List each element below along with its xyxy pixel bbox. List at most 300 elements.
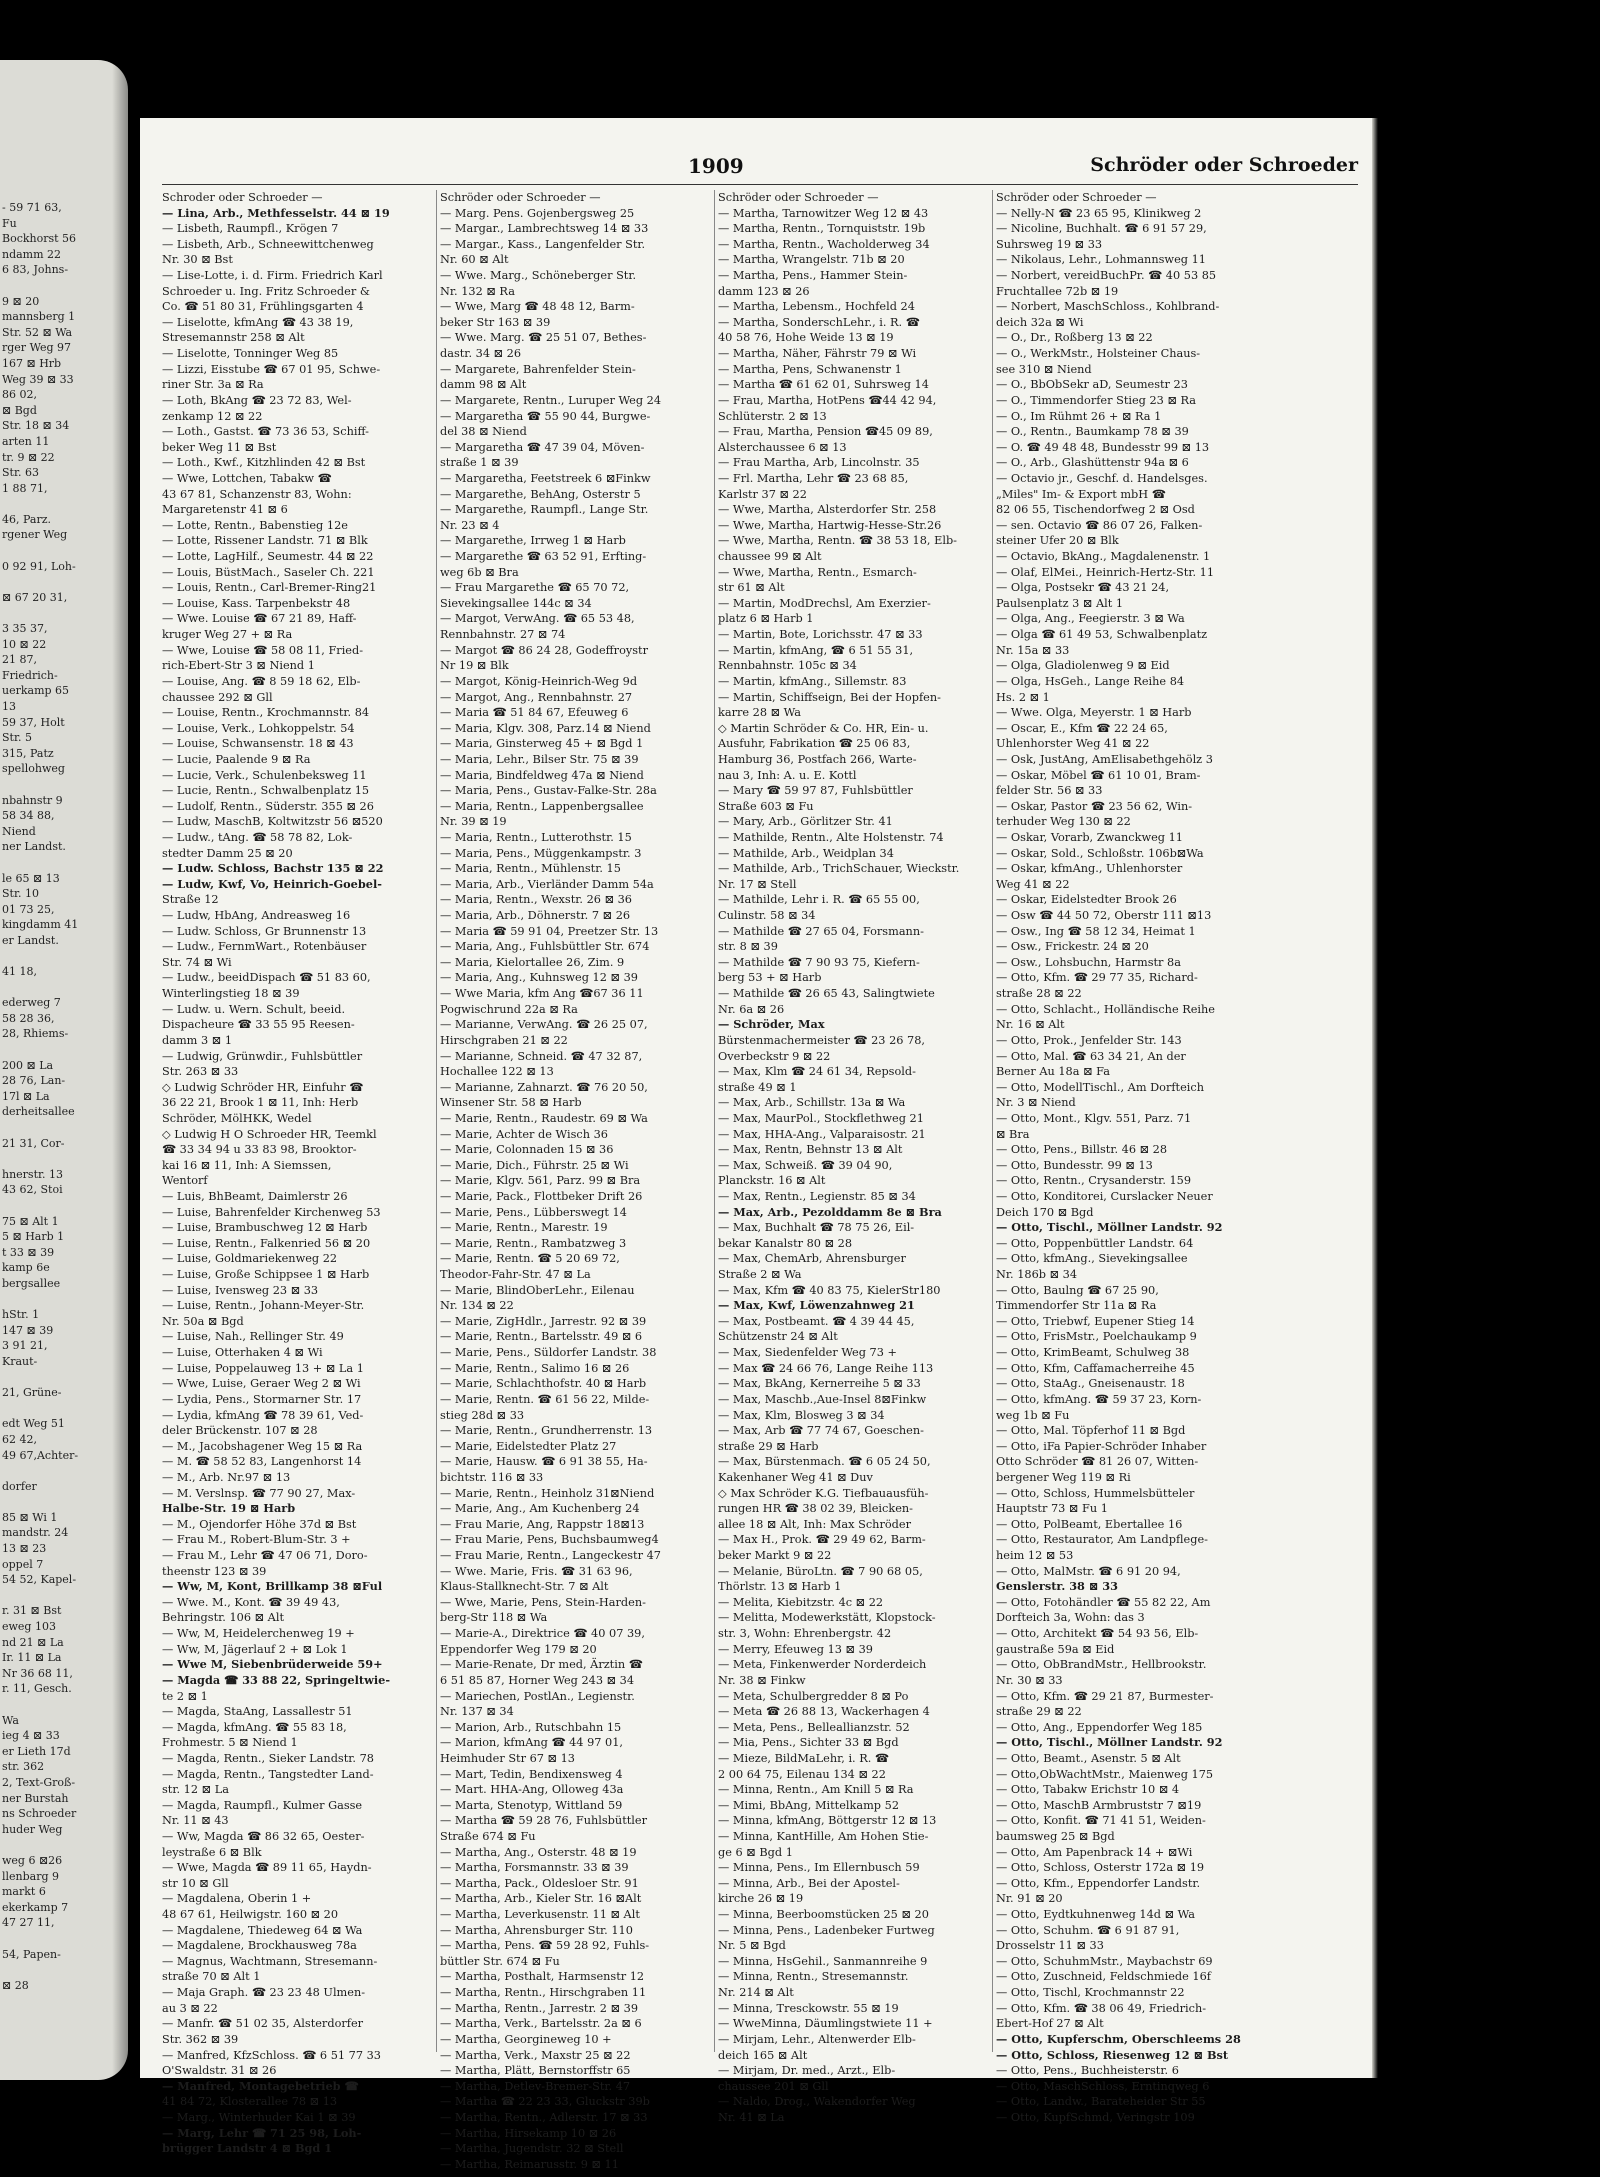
directory-entry: berg-Str 118 ⊠ Wa [440, 1611, 548, 1625]
directory-entry: Suhrsweg 19 ⊠ 33 [996, 237, 1103, 251]
directory-entry: 41 84 72, Klosterallee 78 ⊠ 13 [162, 2095, 338, 2109]
directory-entry: Genslerstr. 38 ⊠ 33 [996, 1579, 1118, 1594]
directory-entry: — Martha, Tarnowitzer Weg 12 ⊠ 43 [718, 206, 929, 220]
directory-entry: — Wwe, Martha, Rentn. ☎ 38 53 18, Elb- [718, 534, 957, 548]
directory-entry: 6 51 85 87, Horner Weg 243 ⊠ 34 [440, 1673, 635, 1687]
directory-entry: Nr. 214 ⊠ Alt [718, 1986, 794, 2000]
left-page-line [2, 777, 128, 793]
directory-entry: — Mathilde ☎ 27 65 04, Forsmann- [718, 924, 924, 938]
left-page-line: ieg 4 ⊠ 33 [2, 1729, 60, 1743]
directory-entry: Klaus-Stallknecht-Str. 7 ⊠ Alt [440, 1580, 609, 1594]
left-page-line: 28, Rhiems- [2, 1027, 69, 1041]
directory-entry: — Max, Kfm ☎ 40 83 75, KielerStr180 [718, 1283, 941, 1297]
directory-entry: — Wwe. M., Kont. ☎ 39 49 43, [162, 1595, 340, 1609]
directory-entry: — Wwe. Louise ☎ 67 21 89, Haff- [162, 612, 357, 626]
left-page-line: bergsallee [2, 1276, 61, 1290]
directory-entry: — Marie, Schlachthofstr. 40 ⊠ Harb [440, 1377, 647, 1391]
directory-entry: — Wwe, Martha, Rentn., Esmarch- [718, 565, 917, 579]
left-page-text [0, 60, 128, 1993]
directory-entry: — Max, ChemArb, Ahrensburger [718, 1252, 906, 1266]
directory-entry: — Otto, Konfit. ☎ 71 41 51, Weiden- [996, 1814, 1206, 1828]
left-page-line: Friedrich- [2, 668, 58, 682]
left-page-line: eweg 103 [2, 1620, 56, 1634]
left-page-line [2, 1401, 128, 1417]
directory-entry: — Maria, Rentn., Lappenbergsallee [440, 799, 644, 813]
left-page-line: Str. 63 [2, 466, 39, 480]
directory-entry: — Maria, Arb., Vierländer Damm 54a [440, 877, 654, 891]
directory-entry: — O., Timmendorfer Stieg 23 ⊠ Ra [996, 393, 1197, 407]
directory-entry: — Otto, Tischl., Möllner Landstr. 92 [996, 1735, 1223, 1750]
directory-entry: 43 67 81, Schanzenstr 83, Wohn: [162, 487, 352, 501]
directory-entry: straße 70 ⊠ Alt 1 [162, 1970, 261, 1984]
page-header [140, 154, 1372, 182]
directory-entry: — Otto, Kfm. ☎ 29 21 87, Burmester- [996, 1689, 1214, 1703]
directory-entry: — Mimi, BbAng, Mittelkamp 52 [718, 1798, 900, 1812]
directory-entry: Nr. 17 ⊠ Stell [718, 877, 797, 891]
directory-entry: gaustraße 59a ⊠ Eid [996, 1642, 1115, 1656]
directory-entry: 48 67 61, Heilwigstr. 160 ⊠ 20 [162, 1908, 339, 1922]
directory-entry: — Otto, Ang., Eppendorfer Weg 185 [996, 1720, 1203, 1734]
directory-entry: — Ludw. Schloss, Gr Brunnenstr 13 [162, 924, 367, 938]
directory-entry: — Luise, Große Schippsee 1 ⊠ Harb [162, 1268, 370, 1282]
directory-entry: Paulsenplatz 3 ⊠ Alt 1 [996, 596, 1124, 610]
directory-entry: Wentorf [162, 1174, 208, 1188]
left-page-line: er Landst. [2, 933, 59, 947]
directory-entry: — Otto, Schloss, Osterstr 172a ⊠ 19 [996, 1861, 1205, 1875]
directory-entry: — Magdalena, Oberin 1 + [162, 1892, 312, 1906]
directory-entry: Straße 12 [162, 893, 219, 907]
left-page-line: ner Landst. [2, 840, 66, 854]
directory-entry: — Martin, Bote, Lorichsstr. 47 ⊠ 33 [718, 628, 923, 642]
directory-entry: ◇ Max Schröder K.G. Tiefbauausfüh- [718, 1486, 929, 1500]
directory-entry: Berner Au 18a ⊠ Fa [996, 1065, 1110, 1079]
directory-entry: — O. ☎ 49 48 48, Bundesstr 99 ⊠ 13 [996, 440, 1210, 454]
left-page-line: tr. 9 ⊠ 22 [2, 450, 55, 464]
directory-entry: — Mart. HHA-Ang, Olloweg 43a [440, 1783, 624, 1797]
directory-entry: — Luise, Brambuschweg 12 ⊠ Harb [162, 1221, 368, 1235]
directory-entry: — Maria, Bindfeldweg 47a ⊠ Niend [440, 768, 644, 782]
left-page-line [2, 1292, 128, 1308]
directory-entry: Str. 263 ⊠ 33 [162, 1065, 239, 1079]
page-edge [1372, 118, 1378, 2078]
directory-entry: — M. Verslnsp. ☎ 77 90 27, Max- [162, 1486, 356, 1500]
directory-entry: straße 1 ⊠ 39 [440, 456, 519, 470]
directory-entry: — Frl. Martha, Lehr ☎ 23 68 85, [718, 471, 909, 485]
directory-entry: — Maria, Rentn., Lutterothstr. 15 [440, 830, 632, 844]
directory-entry: — Otto, SchuhmMstr., Maybachstr 69 [996, 1954, 1213, 1968]
directory-entry: au 3 ⊠ 22 [162, 2001, 218, 2015]
directory-entry: Planckstr. 16 ⊠ Alt [718, 1174, 826, 1188]
directory-entry: Nr. 132 ⊠ Ra [440, 284, 515, 298]
directory-entry: — Max, HHA-Ang., Valparaisostr. 21 [718, 1127, 926, 1141]
left-page-line: Bockhorst 56 [2, 232, 77, 246]
directory-entry: — Oskar, Sold., Schloßstr. 106b⊠Wa [996, 846, 1204, 860]
left-page-line: 167 ⊠ Hrb [2, 356, 62, 370]
directory-entry: — Osw., Frickestr. 24 ⊠ 20 [996, 940, 1149, 954]
directory-entry: — Marie, BlindOberLehr., Eilenau [440, 1283, 635, 1297]
directory-entry: str. 12 ⊠ La [162, 1783, 229, 1797]
left-page-line: rgener Weg [2, 528, 68, 542]
directory-entry: — Margot ☎ 86 24 28, Godeffroystr [440, 643, 648, 657]
left-page-line: 13 ⊠ 23 [2, 1542, 47, 1556]
directory-entry: — Marta, Stenotyp, Wittland 59 [440, 1798, 623, 1812]
directory-entry: — Marie-A., Direktrice ☎ 40 07 39, [440, 1627, 645, 1641]
left-page-line: Str. 10 [2, 887, 39, 901]
directory-entry: — Marie, Eidelstedter Platz 27 [440, 1439, 617, 1453]
directory-entry: — M., Ojendorfer Höhe 37d ⊠ Bst [162, 1517, 357, 1531]
directory-entry: — Margot, Ang., Rennbahnstr. 27 [440, 690, 633, 704]
left-page-line: 59 37, Holt [2, 715, 65, 729]
directory-entry: — Marie, Klgv. 561, Parz. 99 ⊠ Bra [440, 1174, 641, 1188]
directory-entry: Otto Schröder ☎ 81 26 07, Witten- [996, 1455, 1199, 1469]
directory-entry: — Martha, Pack., Oldesloer Str. 91 [440, 1876, 639, 1890]
directory-entry: büttler Str. 674 ⊠ Fu [440, 1954, 560, 1968]
directory-entry: — Magda, StaAng, Lassallestr 51 [162, 1705, 353, 1719]
column-divider [436, 190, 437, 2052]
directory-entry: — Ludolf, Rentn., Süderstr. 355 ⊠ 26 [162, 799, 374, 813]
left-page-line: 75 ⊠ Alt 1 [2, 1214, 59, 1228]
directory-entry: Straße 674 ⊠ Fu [440, 1829, 536, 1843]
directory-entry: — Schröder, Max [718, 1017, 825, 1032]
left-page-line: 54 52, Kapel- [2, 1573, 77, 1587]
directory-entry: — Oskar, Eidelstedter Brook 26 [996, 893, 1177, 907]
directory-entry: — Otto, kfmAng., Sievekingsallee [996, 1252, 1188, 1266]
directory-entry: — Otto, Mal. Töpferhof 11 ⊠ Bgd [996, 1424, 1186, 1438]
directory-entry: — Wwe, Martha, Hartwig-Hesse-Str.26 [718, 518, 942, 532]
directory-entry: — Martha, Ahrensburger Str. 110 [440, 1923, 633, 1937]
directory-entry: stieg 28d ⊠ 33 [440, 1408, 525, 1422]
directory-entry: — Marie, Rentn., Bartelsstr. 49 ⊠ 6 [440, 1330, 643, 1344]
directory-entry: theenstr 123 ⊠ 39 [162, 1564, 267, 1578]
directory-entry: — Martin, ModDrechsl, Am Exerzier- [718, 596, 931, 610]
directory-entry: — Otto, StaAg., Gneisenaustr. 18 [996, 1377, 1185, 1391]
directory-entry: Frohmestr. 5 ⊠ Niend 1 [162, 1736, 298, 1750]
directory-entry: — Maria, Arb., Döhnerstr. 7 ⊠ 26 [440, 909, 631, 923]
directory-entry: 36 22 21, Brook 1 ⊠ 11, Inh: Herb [162, 1096, 359, 1110]
directory-entry: — Otto, Kfm, Caffamacherreihe 45 [996, 1361, 1195, 1375]
directory-entry: — Wwe, Marie, Pens, Stein-Harden- [440, 1595, 646, 1609]
directory-entry: Alsterchaussee 6 ⊠ 13 [718, 440, 847, 454]
directory-entry: — Margaretha ☎ 55 90 44, Burgwe- [440, 409, 651, 423]
directory-entry: — Loth, BkAng ☎ 23 72 83, Wel- [162, 393, 352, 407]
directory-entry: Thörlstr. 13 ⊠ Harb 1 [718, 1580, 842, 1594]
directory-entry: — Max, Arb ☎ 77 74 67, Goeschen- [718, 1424, 924, 1438]
left-page-line [2, 980, 128, 996]
left-page-fragment [0, 60, 128, 2080]
directory-entry: — Mathilde ☎ 7 90 93 75, Kiefern- [718, 955, 920, 969]
directory-entry: — Marie, Rentn., Raudestr. 69 ⊠ Wa [440, 1111, 648, 1125]
left-page-line: 1 88 71, [2, 481, 48, 495]
directory-entry: — Marie, Rentn., Salimo 16 ⊠ 26 [440, 1361, 630, 1375]
left-page-line: 200 ⊠ La [2, 1058, 54, 1072]
directory-entry: — Louis, Rentn., Carl-Bremer-Ring21 [162, 581, 377, 595]
directory-entry: — Martha, Näher, Fährstr 79 ⊠ Wi [718, 347, 917, 361]
left-page-line: 5 ⊠ Harb 1 [2, 1230, 65, 1244]
left-page-line: - 59 71 63, [2, 201, 62, 214]
directory-entry: — Mariechen, PostlAn., Legienstr. [440, 1689, 635, 1703]
directory-entry: — Minna, Pens., Ladenbeker Furtweg [718, 1923, 935, 1937]
left-page-line: 21 87, [2, 653, 37, 667]
directory-entry: Dorfteich 3a, Wohn: das 3 [996, 1611, 1145, 1625]
left-page-line [2, 1931, 128, 1947]
directory-entry: — Margot, König-Heinrich-Weg 9d [440, 674, 638, 688]
directory-entry: — Marianne, Schneid. ☎ 47 32 87, [440, 1049, 643, 1063]
left-page-line: ⊠ 28 [2, 1978, 29, 1992]
directory-entry: — O., Arb., Glashüttenstr 94a ⊠ 6 [996, 456, 1189, 470]
directory-entry: — Magdalene, Thiedeweg 64 ⊠ Wa [162, 1923, 363, 1937]
directory-entry: Kakenhaner Weg 41 ⊠ Duv [718, 1470, 873, 1484]
directory-entry: — Minna, Pens., Im Ellernbusch 59 [718, 1861, 920, 1875]
directory-entry: — sen. Octavio ☎ 86 07 26, Falken- [996, 518, 1203, 532]
directory-entry: — Ludw., tAng. ☎ 58 78 82, Lok- [162, 830, 353, 844]
directory-entry: Nr. 91 ⊠ 20 [996, 1892, 1063, 1906]
left-page-line: 9 ⊠ 20 [2, 294, 40, 308]
directory-entry: — Ww, M, Heidelerchenweg 19 + [162, 1627, 355, 1641]
left-page-line: 21 31, Cor- [2, 1136, 65, 1150]
directory-entry: — Margarete, Bahrenfelder Stein- [440, 362, 636, 376]
left-page-line: Ir. 11 ⊠ La [2, 1651, 62, 1665]
directory-entry: — Martha, Pens., Hammer Stein- [718, 269, 908, 283]
directory-entry: — Otto, Kfm. ☎ 29 77 35, Richard- [996, 971, 1198, 985]
directory-entry: — Margarethe, Raumpfl., Lange Str. [440, 503, 649, 517]
directory-entry: — Marie, Ang., Am Kuchenberg 24 [440, 1502, 640, 1516]
directory-entry: — Martha, Forsmannstr. 33 ⊠ 39 [440, 1861, 629, 1875]
directory-entry: — Martha, Rentn., Jarrestr. 2 ⊠ 39 [440, 2001, 639, 2015]
directory-entry: — Ludw, Kwf, Vo, Heinrich-Goebel- [162, 876, 382, 891]
left-page-line: r. 11, Gesch. [2, 1682, 72, 1696]
directory-entry: — Octavio, BkAng., Magdalenenstr. 1 [996, 550, 1211, 564]
directory-entry: — Martha, Rentn., Wacholderweg 34 [718, 237, 930, 251]
directory-entry: — Frau M., Robert-Blum-Str. 3 + [162, 1533, 351, 1547]
directory-entry: rungen HR ☎ 38 02 39, Bleicken- [718, 1502, 913, 1516]
directory-entry: — M., Arb. Nr.97 ⊠ 13 [162, 1470, 291, 1484]
directory-entry: — Max, Arb., Pezolddamm 8e ⊠ Bra [718, 1204, 942, 1219]
left-page-line [2, 605, 128, 621]
directory-entry: — Wwe. Marg., Schöneberger Str. [440, 269, 637, 283]
left-page-line: ekerkamp 7 [2, 1900, 69, 1914]
directory-entry: chaussee 292 ⊠ Gll [162, 690, 273, 704]
directory-entry: — Maja Graph. ☎ 23 23 48 Ulmen- [162, 1986, 366, 2000]
directory-entry: — Ludw, HbAng, Andreasweg 16 [162, 909, 351, 923]
directory-entry: — Otto, Am Papenbrack 14 + ⊠Wi [996, 1845, 1193, 1859]
directory-entry: Nr. 186b ⊠ 34 [996, 1268, 1078, 1282]
directory-entry: — Lisbeth, Arb., Schneewittchenweg [162, 237, 374, 251]
directory-entry: — Luise, Ivensweg 23 ⊠ 33 [162, 1283, 319, 1297]
directory-entry: terhuder Weg 130 ⊠ 22 [996, 815, 1131, 829]
directory-entry: — Otto, Mont., Klgv. 551, Parz. 71 [996, 1111, 1192, 1125]
directory-entry: — Ludw. Schloss, Bachstr 135 ⊠ 22 [162, 861, 384, 876]
directory-entry: — Martin, kfmAng., Sillemstr. 83 [718, 674, 907, 688]
directory-entry: felder Str. 56 ⊠ 33 [996, 784, 1103, 798]
directory-entry: — Margar., Kass., Langenfelder Str. [440, 237, 646, 251]
directory-entry: — Wwe. Marg. ☎ 25 51 07, Bethes- [440, 331, 647, 345]
left-page-line: dorfer [2, 1479, 37, 1493]
directory-entry: — Max, Rentn, Behnstr 13 ⊠ Alt [718, 1143, 903, 1157]
directory-entry: — Luise, Otterhaken 4 ⊠ Wi [162, 1346, 323, 1360]
directory-entry: — Margar., Lambrechtsweg 14 ⊠ 33 [440, 222, 649, 236]
left-page-line: Weg 39 ⊠ 33 [2, 372, 74, 386]
directory-entry: — Wwe, Louise ☎ 58 08 11, Fried- [162, 643, 364, 657]
directory-entry: — Marie, ZigHdlr., Jarrestr. 92 ⊠ 39 [440, 1314, 647, 1328]
directory-entry: — Lisbeth, Raumpfl., Krögen 7 [162, 222, 339, 236]
directory-entry: — Martha, Ang., Osterstr. 48 ⊠ 19 [440, 1845, 637, 1859]
directory-entry: — Meta ☎ 26 88 13, Wackerhagen 4 [718, 1705, 930, 1719]
column-divider [714, 190, 715, 2052]
directory-entry: Weg 41 ⊠ 22 [996, 877, 1070, 891]
directory-entry: — Otto, Beamt., Asenstr. 5 ⊠ Alt [996, 1751, 1181, 1765]
directory-entry: karre 28 ⊠ Wa [718, 706, 802, 720]
directory-entry: — Margaretha, Feetstreek 6 ⊠Finkw [440, 471, 651, 485]
left-page-line: ⊠ Bgd [2, 403, 37, 417]
column-2 [440, 190, 712, 2172]
directory-entry: — Margaretha ☎ 47 39 04, Möven- [440, 440, 645, 454]
directory-entry: — Minna, Rentn., Am Knill 5 ⊠ Ra [718, 1783, 914, 1797]
directory-entry: chaussee 99 ⊠ Alt [718, 550, 822, 564]
directory-entry: — Osw., Ing ☎ 58 12 34, Heimat 1 [996, 924, 1196, 938]
directory-entry: — Maria, Ang., Fuhlsbüttler Str. 674 [440, 940, 650, 954]
directory-entry: — Osk, JustAng, AmElisabethgehölz 3 [996, 752, 1213, 766]
directory-entry: 2 00 64 75, Eilenau 134 ⊠ 22 [718, 1767, 886, 1781]
directory-entry: straße 29 ⊠ 22 [996, 1705, 1082, 1719]
directory-entry: Nr. 16 ⊠ Alt [996, 1018, 1065, 1032]
directory-entry: str 61 ⊠ Alt [718, 581, 785, 595]
directory-entry: — Frau Marie, Pens, Buchsbaumweg4 [440, 1533, 659, 1547]
left-page-line [2, 1463, 128, 1479]
left-page-line: 49 67,Achter- [2, 1448, 79, 1462]
directory-entry: — Max, Bürstenmach. ☎ 6 05 24 50, [718, 1455, 931, 1469]
directory-entry: — Marie, Colonnaden 15 ⊠ 36 [440, 1143, 614, 1157]
directory-entry: — Marg., Winterhuder Kai 1 ⊠ 39 [162, 2110, 356, 2124]
directory-entry: — Otto, iFa Papier-Schröder Inhaber [996, 1439, 1207, 1453]
directory-entry: — Mathilde, Rentn., Alte Holstenstr. 74 [718, 830, 944, 844]
directory-entry: — Otto, Tabakw Erichstr 10 ⊠ 4 [996, 1783, 1180, 1797]
directory-entry: allee 18 ⊠ Alt, Inh: Max Schröder [718, 1517, 911, 1531]
left-page-line: spellohweg [2, 762, 65, 776]
directory-entry: — Magda, kfmAng. ☎ 55 83 18, [162, 1720, 347, 1734]
left-page-line [2, 1962, 128, 1978]
directory-entry: str. 3, Wohn: Ehrenbergstr. 42 [718, 1627, 892, 1641]
directory-entry: — Meta, Schulbergredder 8 ⊠ Po [718, 1689, 909, 1703]
directory-entry: Rennbahnstr. 105c ⊠ 34 [718, 659, 857, 673]
directory-entry: — Otto, Landw., Barateheider Str 55 [996, 2095, 1206, 2109]
directory-entry: Culinstr. 58 ⊠ 34 [718, 909, 816, 923]
directory-entry: Nr. 30 ⊠ 33 [996, 1673, 1063, 1687]
directory-entry: — Otto, Konditorei, Curslacker Neuer [996, 1190, 1213, 1203]
directory-entry: — Olga, Postsekr ☎ 43 21 24, [996, 581, 1170, 595]
directory-entry: Eppendorfer Weg 179 ⊠ 20 [440, 1642, 597, 1656]
directory-entry: Drosselstr 11 ⊠ 33 [996, 1939, 1104, 1953]
directory-entry: — Magda, Raumpfl., Kulmer Gasse [162, 1798, 363, 1812]
directory-entry: — Marianne, VerwAng. ☎ 26 25 07, [440, 1018, 648, 1032]
directory-entry: Heimhuder Str 67 ⊠ 13 [440, 1751, 575, 1765]
left-page-line: Str. 18 ⊠ 34 [2, 419, 70, 433]
directory-entry: — Maria, Pens., Gustav-Falke-Str. 28a [440, 784, 657, 798]
directory-entry: — Otto, Poppenbüttler Landstr. 64 [996, 1236, 1194, 1250]
page-number: 1909 [688, 154, 744, 178]
directory-entry: — Marie, Pack., Flottbeker Drift 26 [440, 1190, 643, 1203]
directory-entry: — Merry, Efeuweg 13 ⊠ 39 [718, 1642, 873, 1656]
directory-entry: — Otto, MaschSchloss, Erntinqweg 6 [996, 2079, 1210, 2093]
directory-entry: Nr. 38 ⊠ Finkw [718, 1673, 806, 1687]
directory-entry: — Martin, kfmAng, ☎ 6 51 55 31, [718, 643, 914, 657]
directory-entry: — Martha, Pens, Schwanenstr 1 [718, 362, 902, 376]
left-page-line: ndamm 22 [2, 247, 62, 261]
directory-entry: — Max ☎ 24 66 76, Lange Reihe 113 [718, 1361, 934, 1375]
left-page-line: le 65 ⊠ 13 [2, 871, 60, 885]
directory-entry: — Mieze, BildMaLehr, i. R. ☎ [718, 1751, 889, 1765]
directory-entry: — Wwe Maria, kfm Ang ☎67 36 11 [440, 987, 644, 1001]
directory-entry: damm 3 ⊠ 1 [162, 1033, 233, 1047]
directory-entry: — Louise, Rentn., Krochmannstr. 84 [162, 706, 370, 720]
directory-entry: — Louise, Schwansenstr. 18 ⊠ 43 [162, 737, 354, 751]
left-page-line: str. 362 [2, 1760, 45, 1774]
directory-entry: Schroder oder Schroeder — [162, 191, 323, 204]
directory-entry: — Marion, Arb., Rutschbahn 15 [440, 1720, 622, 1734]
left-page-line: 17l ⊠ La [2, 1089, 50, 1103]
directory-entry: — Otto, Schloss, Riesenweg 12 ⊠ Bst [996, 2047, 1229, 2062]
directory-entry: — Max, Klm, Blosweg 3 ⊠ 34 [718, 1408, 885, 1422]
directory-entry: Ebert-Hof 27 ⊠ Alt [996, 2017, 1104, 2031]
left-page-line: t 33 ⊠ 39 [2, 1245, 55, 1259]
directory-entry: Nr. 15a ⊠ 33 [996, 643, 1070, 657]
directory-entry: — Wwe M, Siebenbrüderweide 59+ [162, 1657, 383, 1672]
directory-entry: — Otto, ModellTischl., Am Dorfteich [996, 1080, 1204, 1094]
directory-entry: — Oskar, Pastor ☎ 23 56 62, Win- [996, 799, 1193, 813]
directory-entry: — Louis, BüstMach., Saseler Ch. 221 [162, 565, 375, 579]
directory-entry: Behringstr. 106 ⊠ Alt [162, 1611, 284, 1625]
directory-entry: — Marie, Achter de Wisch 36 [440, 1127, 608, 1141]
directory-entry: — Otto, Schlacht., Holländische Reihe [996, 1002, 1215, 1016]
directory-entry: Nr 19 ⊠ Blk [440, 659, 509, 673]
running-head: Schröder oder Schroeder [1090, 154, 1358, 176]
directory-entry: — Maria, Rentn., Mühlenstr. 15 [440, 862, 621, 876]
directory-entry: — O., Im Rühmt 26 + ⊠ Ra 1 [996, 409, 1162, 423]
directory-entry: kai 16 ⊠ 11, Inh: A Siemssen, [162, 1158, 332, 1172]
directory-entry: — Olga, Gladiolenweg 9 ⊠ Eid [996, 659, 1170, 673]
left-page-line: r. 31 ⊠ Bst [2, 1604, 62, 1618]
directory-entry: Schröder, MölHKK, Wedel [162, 1111, 312, 1125]
directory-entry: — Wwe, Lottchen, Tabakw ☎ [162, 471, 332, 485]
directory-entry: — Lydia, kfmAng ☎ 78 39 61, Ved- [162, 1408, 364, 1422]
directory-entry: — Mathilde ☎ 26 65 43, Salingtwiete [718, 987, 935, 1001]
left-page-line: Nr 36 68 11, [2, 1666, 73, 1680]
directory-entry: 82 06 55, Tischendorfweg 2 ⊠ Osd [996, 503, 1195, 517]
directory-entry: te 2 ⊠ 1 [162, 1689, 208, 1703]
left-page-line: 13 [2, 700, 16, 713]
directory-entry: — Melitta, Modewerkstätt, Klopstock- [718, 1611, 936, 1625]
directory-entry: — Max, Klm ☎ 24 61 34, Repsold- [718, 1065, 916, 1079]
directory-entry: — Minna, Rentn., Stresemannstr. [718, 1970, 909, 1984]
directory-entry: riner Str. 3a ⊠ Ra [162, 378, 264, 392]
directory-entry: — Martha, Rentn., Adlerstr. 17 ⊠ 33 [440, 2110, 648, 2124]
left-page-line: kamp 6e [2, 1261, 50, 1275]
directory-entry: — Loth., Gastst. ☎ 73 36 53, Schiff- [162, 425, 369, 439]
directory-entry: Hauptstr 73 ⊠ Fu 1 [996, 1502, 1108, 1516]
directory-entry: — Martha, Pens. ☎ 59 28 92, Fuhls- [440, 1939, 650, 1953]
directory-entry: — Wwe, Luise, Geraer Weg 2 ⊠ Wi [162, 1377, 361, 1391]
directory-entry: — Lucie, Paalende 9 ⊠ Ra [162, 752, 311, 766]
left-page-line: derheitsallee [2, 1105, 75, 1119]
directory-entry: — Otto, Schloss, Hummelsbütteler [996, 1486, 1195, 1500]
directory-entry: — M. ☎ 58 52 83, Langenhorst 14 [162, 1455, 362, 1469]
directory-entry: — Marg. Pens. Gojenbergsweg 25 [440, 206, 635, 220]
directory-entry: — Martha, Verk., Maxstr 25 ⊠ 22 [440, 2048, 631, 2062]
left-page-line: ns Schroeder [2, 1807, 77, 1821]
directory-entry: — Otto, PolBeamt, Ebertallee 16 [996, 1517, 1183, 1531]
directory-entry: — Otto, Baulng ☎ 67 25 90, [996, 1283, 1159, 1297]
left-page-line [2, 1370, 128, 1386]
directory-entry: — Louise, Ang. ☎ 8 59 18 62, Elb- [162, 674, 361, 688]
